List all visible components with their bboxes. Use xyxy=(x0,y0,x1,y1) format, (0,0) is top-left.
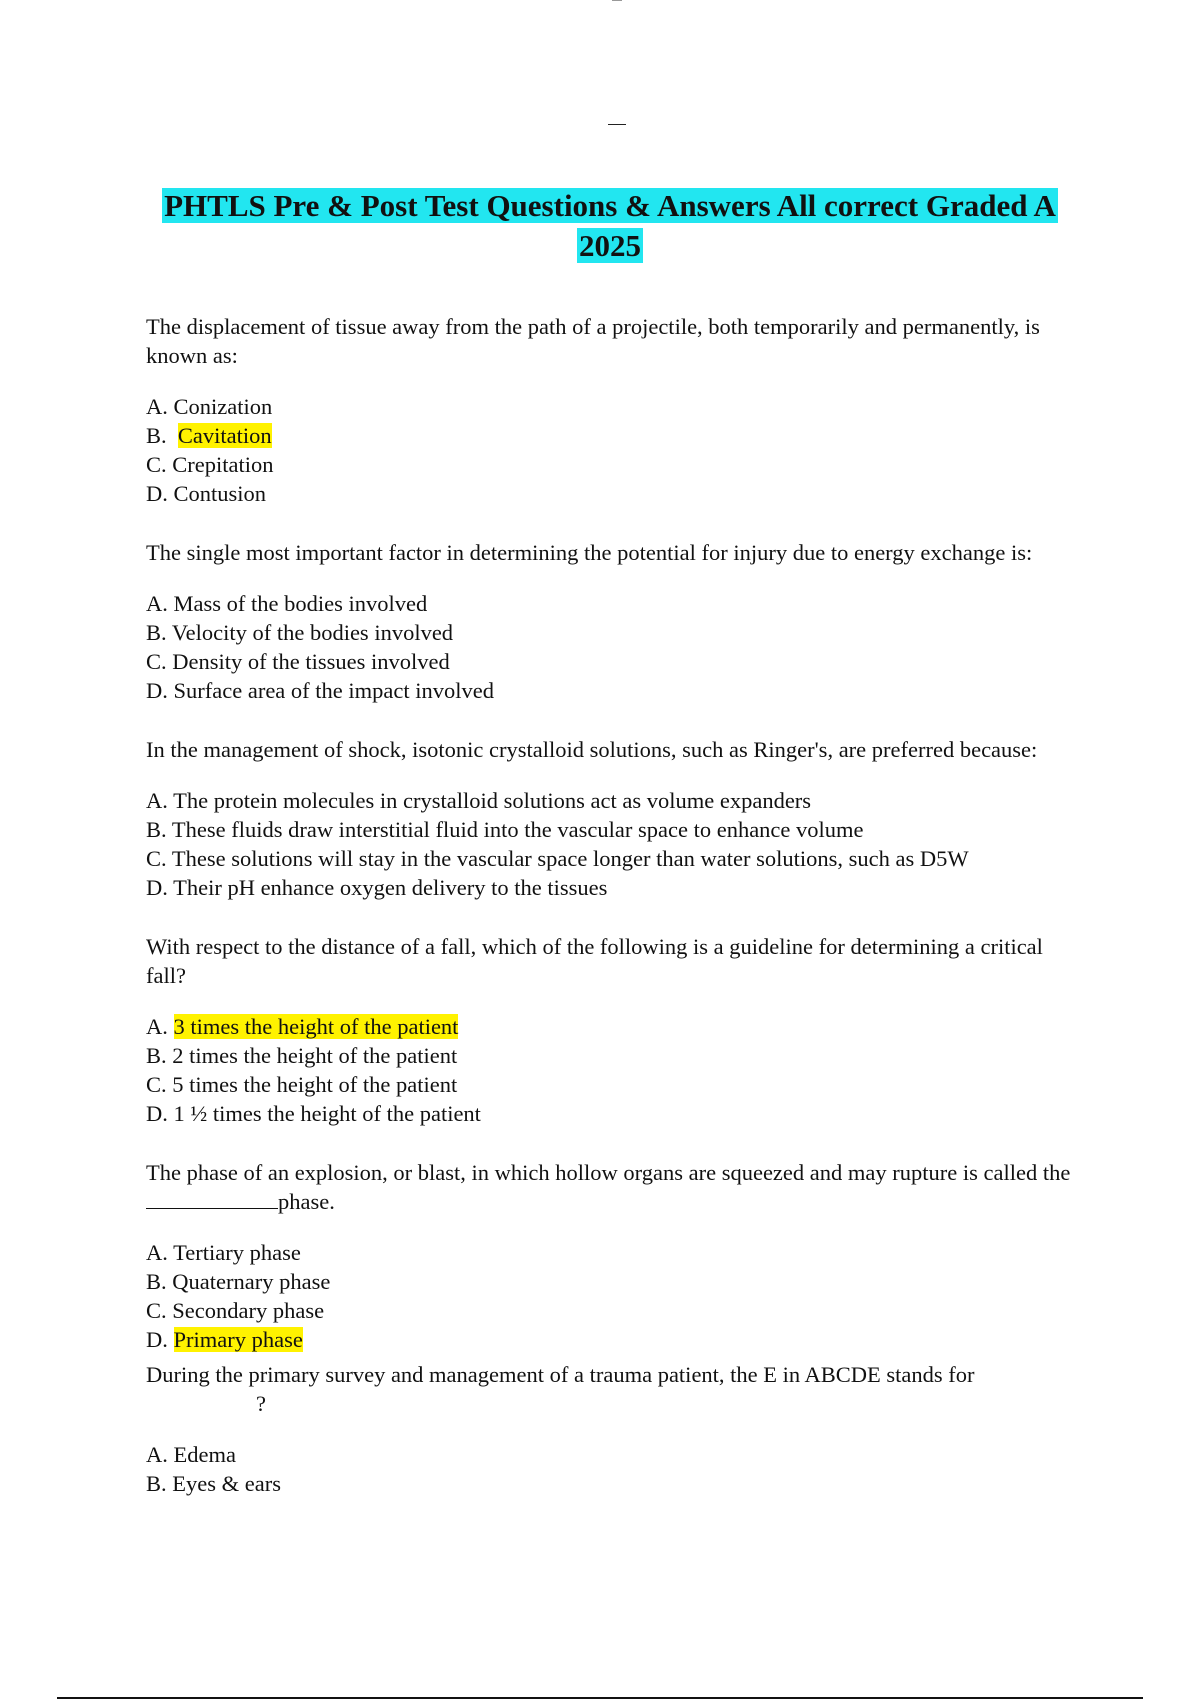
title-line-1: PHTLS Pre & Post Test Questions & Answers All correct Graded A xyxy=(164,188,1056,223)
answer-option-correct xyxy=(146,1012,1086,1041)
question-block xyxy=(146,1360,1086,1498)
option-text: 3 times the height of the patient xyxy=(173,1014,459,1039)
question-block xyxy=(146,538,1086,705)
question-text-after-blank: phase. xyxy=(278,1189,335,1214)
footer-rule xyxy=(57,1697,1143,1699)
option-letter: B. xyxy=(146,423,167,448)
document-title xyxy=(130,186,1090,266)
question-block xyxy=(146,312,1086,508)
option-text: Velocity of the bodies involved xyxy=(171,620,454,645)
option-letter: A. xyxy=(146,1014,168,1039)
answer-option xyxy=(146,479,1086,508)
option-text: 5 times the height of the patient xyxy=(172,1072,458,1097)
answer-option xyxy=(146,1041,1086,1070)
question-block xyxy=(146,932,1086,1128)
answer-option-correct xyxy=(146,1325,1086,1354)
option-text: Secondary phase xyxy=(172,1298,325,1323)
option-letter: A. xyxy=(146,394,168,419)
answer-option xyxy=(146,647,1086,676)
option-text: Tertiary phase xyxy=(173,1240,301,1265)
option-text: Quaternary phase xyxy=(172,1269,331,1294)
option-letter: B. xyxy=(146,1043,167,1068)
answer-options xyxy=(146,1012,1086,1128)
answer-options xyxy=(146,589,1086,705)
question-block xyxy=(146,735,1086,902)
question-text xyxy=(146,1360,1086,1418)
option-text: Eyes & ears xyxy=(172,1471,281,1496)
option-letter: A. xyxy=(146,788,168,813)
option-text: Density of the tissues involved xyxy=(172,649,450,674)
option-text: Cavitation xyxy=(177,423,272,448)
question-block xyxy=(146,1158,1086,1354)
answer-option xyxy=(146,676,1086,705)
question-qmark: ? xyxy=(256,1391,266,1416)
option-letter: D. xyxy=(146,875,168,900)
option-letter: C. xyxy=(146,1298,167,1323)
answer-option xyxy=(146,815,1086,844)
option-text: 2 times the height of the patient xyxy=(172,1043,458,1068)
option-letter: C. xyxy=(146,846,167,871)
answer-options xyxy=(146,392,1086,508)
option-text: These solutions will stay in the vascular space longer than water solutions, such as D5W xyxy=(171,846,969,871)
option-letter: B. xyxy=(146,1269,167,1294)
answer-option xyxy=(146,1267,1086,1296)
option-text: Surface area of the impact involved xyxy=(173,678,494,703)
question-text: The displacement of tissue away from the path of a projectile, both temporarily and permanently, is known as: xyxy=(146,314,1040,368)
fill-in-blank xyxy=(146,1190,278,1209)
header-dash xyxy=(608,124,626,125)
title-line-2: 2025 xyxy=(579,228,641,263)
option-text: Crepitation xyxy=(172,452,274,477)
question-text: The single most important factor in determining the potential for injury due to energy exchange is: xyxy=(146,540,1033,565)
option-letter: C. xyxy=(146,649,167,674)
option-text: Contusion xyxy=(173,481,267,506)
answer-option xyxy=(146,786,1086,815)
option-text: Primary phase xyxy=(173,1327,303,1352)
option-letter: B. xyxy=(146,817,167,842)
question-text: In the management of shock, isotonic crystalloid solutions, such as Ringer's, are preferred because: xyxy=(146,737,1038,762)
questions-list xyxy=(146,312,1086,1528)
option-text: 1 ½ times the height of the patient xyxy=(173,1101,481,1126)
answer-options xyxy=(146,1238,1086,1354)
option-text: Conization xyxy=(173,394,273,419)
answer-options xyxy=(146,1440,1086,1498)
option-letter: D. xyxy=(146,678,168,703)
question-text xyxy=(146,1158,1086,1216)
option-text: Their pH enhance oxygen delivery to the tissues xyxy=(173,875,608,900)
answer-option xyxy=(146,1070,1086,1099)
option-letter: D. xyxy=(146,1327,168,1352)
option-letter: D. xyxy=(146,1101,168,1126)
answer-option xyxy=(146,1296,1086,1325)
option-letter: D. xyxy=(146,481,168,506)
question-text-before-blank: The phase of an explosion, or blast, in which hollow organs are squeezed and may rupture is called the xyxy=(146,1160,1071,1185)
option-letter: B. xyxy=(146,1471,167,1496)
answer-option xyxy=(146,844,1086,873)
option-text: Edema xyxy=(173,1442,236,1467)
question-text-main: During the primary survey and management of a trauma patient, the E in ABCDE stands for xyxy=(146,1362,975,1387)
answer-option xyxy=(146,450,1086,479)
answer-option xyxy=(146,1238,1086,1267)
option-text: Mass of the bodies involved xyxy=(173,591,428,616)
answer-options xyxy=(146,786,1086,902)
option-letter: C. xyxy=(146,452,167,477)
option-letter: A. xyxy=(146,591,168,616)
option-text: These fluids draw interstitial fluid into the vascular space to enhance volume xyxy=(171,817,864,842)
answer-option xyxy=(146,1440,1086,1469)
option-letter: A. xyxy=(146,1240,168,1265)
option-letter: C. xyxy=(146,1072,167,1097)
answer-option-correct xyxy=(146,421,1086,450)
option-text: The protein molecules in crystalloid solutions act as volume expanders xyxy=(173,788,812,813)
answer-option xyxy=(146,392,1086,421)
option-letter: A. xyxy=(146,1442,168,1467)
answer-option xyxy=(146,1099,1086,1128)
question-text: With respect to the distance of a fall, which of the following is a guideline for determining a critical fall? xyxy=(146,934,1043,988)
option-letter: B. xyxy=(146,620,167,645)
answer-option xyxy=(146,589,1086,618)
answer-option xyxy=(146,618,1086,647)
answer-option xyxy=(146,873,1086,902)
answer-option xyxy=(146,1469,1086,1498)
top-edge-mark xyxy=(612,0,622,1)
